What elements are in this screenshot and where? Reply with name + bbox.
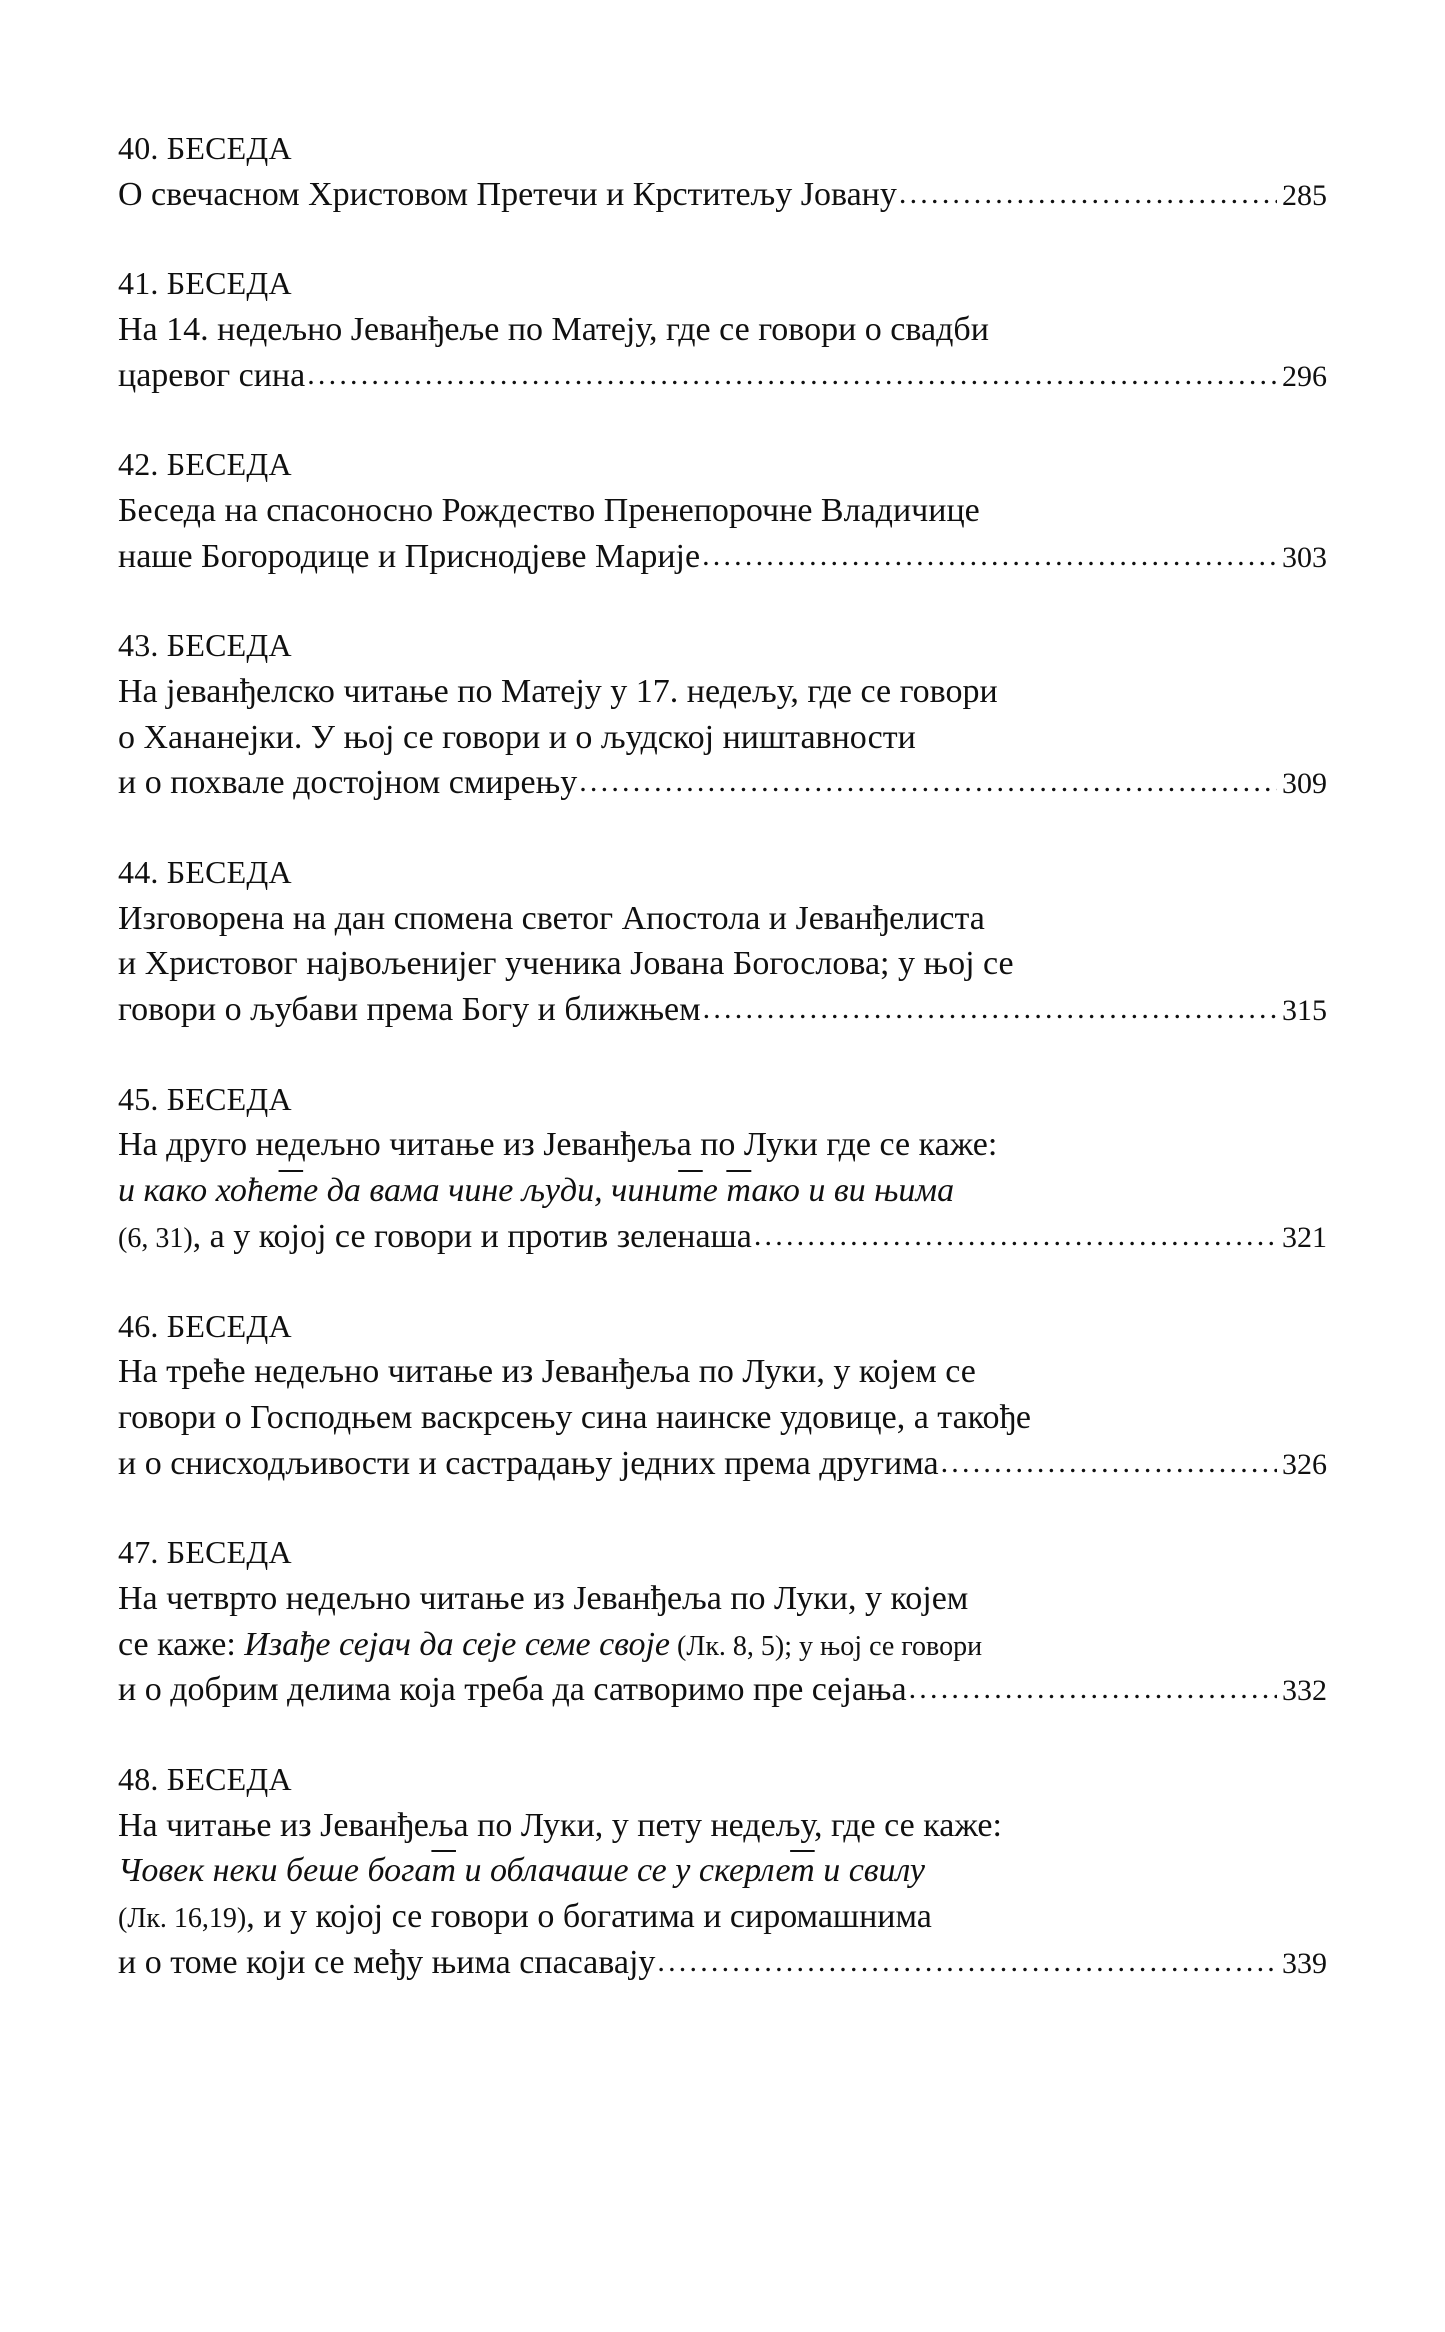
dot-leader bbox=[754, 1216, 1277, 1256]
toc-entry-last-line bbox=[118, 1441, 1327, 1487]
toc-entry-heading: 41. БЕСЕДА bbox=[118, 265, 292, 302]
dot-leader bbox=[579, 762, 1277, 802]
toc-entry-heading: 44. БЕСЕДА bbox=[118, 854, 292, 891]
toc-page-number: 315 bbox=[1282, 994, 1327, 1028]
dot-leader bbox=[899, 174, 1277, 214]
toc-entry-heading: 47. БЕСЕДА bbox=[118, 1534, 292, 1571]
toc-entry-heading: 46. БЕСЕДА bbox=[118, 1307, 292, 1344]
toc-entry-quote-line: Човек неки беше богат и облачаше се у скерлет и свилу bbox=[118, 1852, 926, 1890]
toc-entry[interactable] bbox=[118, 128, 1327, 217]
toc-entry-body bbox=[118, 1349, 1327, 1486]
toc-entry-quote-line: се каже: Изађе сејач да сеје семе своје (Лк. 8, 5); у њој се говори bbox=[118, 1625, 983, 1663]
toc-entry-quote-line: и како хоћете да вама чине људи, чините тако и ви њима bbox=[118, 1172, 955, 1210]
dot-leader bbox=[703, 989, 1277, 1029]
toc-entry-heading: 40. БЕСЕДА bbox=[118, 130, 292, 166]
dot-leader bbox=[941, 1443, 1277, 1483]
toc-entry[interactable] bbox=[118, 444, 1327, 579]
toc-page-number: 303 bbox=[1282, 540, 1327, 574]
toc-entry-heading: 48. БЕСЕДА bbox=[118, 1761, 292, 1798]
toc-page-number: 285 bbox=[1282, 178, 1327, 212]
toc-entry-last-line bbox=[118, 172, 1327, 218]
toc-page-number: 339 bbox=[1282, 1946, 1327, 1980]
toc-entry-body bbox=[118, 669, 1327, 806]
toc-entry-body bbox=[118, 896, 1327, 1033]
toc-entry-heading: 45. БЕСЕДА bbox=[118, 1080, 292, 1117]
toc-entry-line: На друго недељно читање из Јеванђеља по Луки где се каже: bbox=[118, 1126, 998, 1164]
toc-entry-line: На читање из Јеванђеља по Луки, у пету недељу, где се каже: bbox=[118, 1806, 1002, 1844]
toc-entry-last-line bbox=[118, 353, 1327, 399]
toc-entry-last-line bbox=[118, 760, 1327, 806]
toc-entry-line: о Хананејки. У њој се говори и о људској ништавности bbox=[118, 718, 916, 756]
toc-page-number: 332 bbox=[1282, 1674, 1327, 1708]
table-of-contents bbox=[118, 128, 1327, 1986]
toc-entry-line: На 14. недељно Јеванђеље по Матеју, где се говори о свадби bbox=[118, 310, 989, 348]
toc-entry[interactable] bbox=[118, 1079, 1327, 1260]
toc-entry-body bbox=[118, 1576, 1327, 1713]
toc-entry-heading: 43. БЕСЕДА bbox=[118, 627, 292, 664]
toc-entry-body bbox=[118, 1122, 1327, 1259]
toc-entry-line: Изговорена на дан спомена светог Апостола и Јеванђелиста bbox=[118, 899, 985, 937]
toc-entry[interactable] bbox=[118, 625, 1327, 806]
toc-entry-body bbox=[118, 1803, 1327, 1986]
toc-entry-line: и Христовог највољенијег ученика Јована Богослова; у њој се bbox=[118, 945, 1014, 983]
toc-page-number: 321 bbox=[1282, 1220, 1327, 1254]
toc-entry-body bbox=[118, 488, 1327, 579]
toc-entry-tail-text: О свечасном Христовом Претечи и Крститељу Јовану bbox=[118, 175, 897, 213]
dot-leader bbox=[909, 1669, 1277, 1709]
dot-leader bbox=[702, 536, 1277, 576]
toc-entry-tail-text: и о томе који се међу њима спасавају bbox=[118, 1943, 656, 1981]
dot-leader bbox=[307, 355, 1277, 395]
dot-leader bbox=[657, 1942, 1277, 1982]
toc-entry-last-line bbox=[118, 1667, 1327, 1713]
toc-entry-last-line bbox=[118, 534, 1327, 580]
toc-entry-line: говори о Господњем васкрсењу сина наинске удовице, а такође bbox=[118, 1398, 1031, 1436]
toc-entry[interactable] bbox=[118, 1306, 1327, 1487]
toc-page-number: 326 bbox=[1282, 1447, 1327, 1481]
toc-entry[interactable] bbox=[118, 263, 1327, 398]
toc-entry[interactable] bbox=[118, 1532, 1327, 1713]
toc-entry-last-line bbox=[118, 1214, 1327, 1260]
toc-entry-body bbox=[118, 172, 1327, 218]
toc-entry-line: (Лк. 16,19), и у којој се говори о богатима и сиромашнима bbox=[118, 1898, 932, 1936]
toc-entry-heading: 42. БЕСЕДА bbox=[118, 446, 292, 483]
toc-entry-tail-text: говори о љубави према Богу и ближњем bbox=[118, 991, 701, 1029]
toc-entry-tail-text: и о похвале достојном смирењу bbox=[118, 764, 578, 802]
toc-page-number: 296 bbox=[1282, 359, 1327, 393]
toc-entry-line: На четврто недељно читање из Јеванђеља по Луки, у којем bbox=[118, 1579, 969, 1617]
toc-entry-tail-text: царевог сина bbox=[118, 356, 306, 394]
toc-entry[interactable] bbox=[118, 1759, 1327, 1985]
toc-entry-last-line bbox=[118, 987, 1327, 1033]
toc-entry-tail-text: и о снисходљивости и састрадању једних према другима bbox=[118, 1444, 939, 1482]
toc-entry-line: Беседа на спасоносно Рождество Пренепорочне Владичице bbox=[118, 491, 980, 529]
toc-entry-tail-text: (6, 31), а у којој се говори и против зеленаша bbox=[118, 1217, 752, 1255]
toc-entry-line: На јеванђелско читање по Матеју у 17. недељу, где се говори bbox=[118, 672, 998, 710]
toc-entry-tail-text: и о добрим делима која треба да сатворимо пре сејања bbox=[118, 1671, 907, 1709]
toc-entry[interactable] bbox=[118, 852, 1327, 1033]
toc-entry-last-line bbox=[118, 1940, 1327, 1986]
toc-entry-line: На треће недељно читање из Јеванђеља по Луки, у којем се bbox=[118, 1353, 976, 1391]
toc-entry-body bbox=[118, 307, 1327, 398]
toc-page-number: 309 bbox=[1282, 767, 1327, 801]
toc-entry-tail-text: наше Богородице и Приснодјеве Марије bbox=[118, 537, 701, 575]
